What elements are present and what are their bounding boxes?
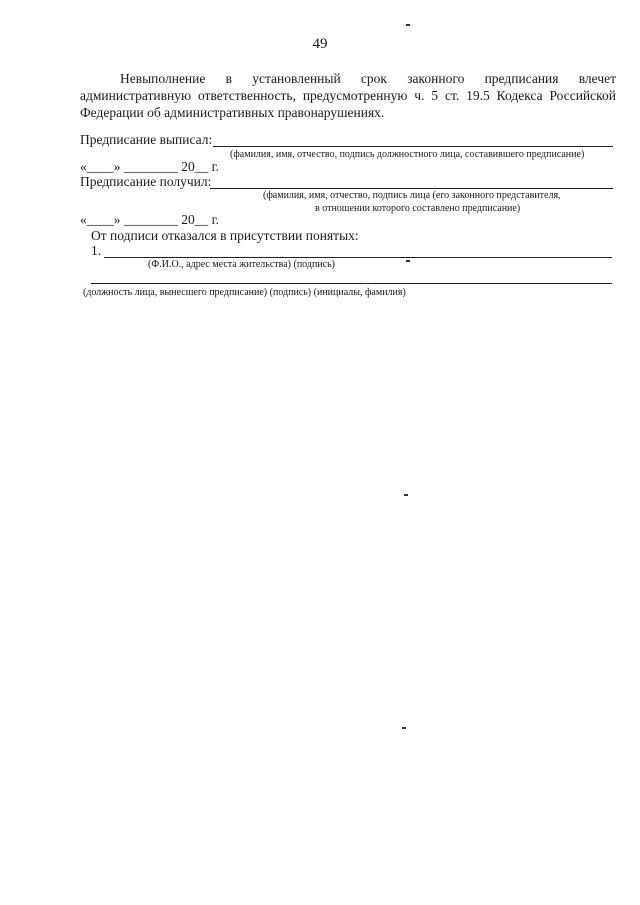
official-caption: (должность лица, вынесшего предписание) (подпись) (инициалы, фамилия) xyxy=(83,287,406,298)
page-number: 49 xyxy=(312,36,328,52)
refusal-heading: От подписи отказался в присутствии понятых: xyxy=(91,228,359,243)
received-by-caption-line2: в отношении которого составлено предписание) xyxy=(315,203,521,214)
official-signature-line xyxy=(91,283,612,284)
scan-mark xyxy=(406,24,410,26)
issued-date: «____» ________ 20__ г. xyxy=(80,159,220,174)
received-by-label: Предписание получил: xyxy=(80,174,212,189)
scan-mark xyxy=(404,494,408,496)
issued-by-label: Предписание выписал: xyxy=(80,132,213,147)
received-by-caption-line1: (фамилия, имя, отчество, подпись лица (его законного представителя, xyxy=(263,190,561,201)
scan-mark xyxy=(406,260,410,262)
received-by-signature-line xyxy=(210,188,613,189)
witness-1-caption: (Ф.И.О., адрес места жительства) (подпись) xyxy=(148,259,336,270)
witness-1-number: 1. xyxy=(91,243,102,258)
issued-by-signature-line xyxy=(213,146,613,147)
issued-by-caption: (фамилия, имя, отчество, подпись должностного лица, составившего предписание) xyxy=(230,149,585,160)
witness-1-line xyxy=(104,257,612,258)
liability-paragraph: Невыполнение в установленный срок законного предписания влечет административную ответственность, предусмотренную ч. 5 ст. 19.5 Кодекса Российской Федерации об административных правонарушениях. xyxy=(80,71,616,120)
scan-mark xyxy=(402,727,406,729)
received-date: «____» ________ 20__ г. xyxy=(80,212,220,227)
